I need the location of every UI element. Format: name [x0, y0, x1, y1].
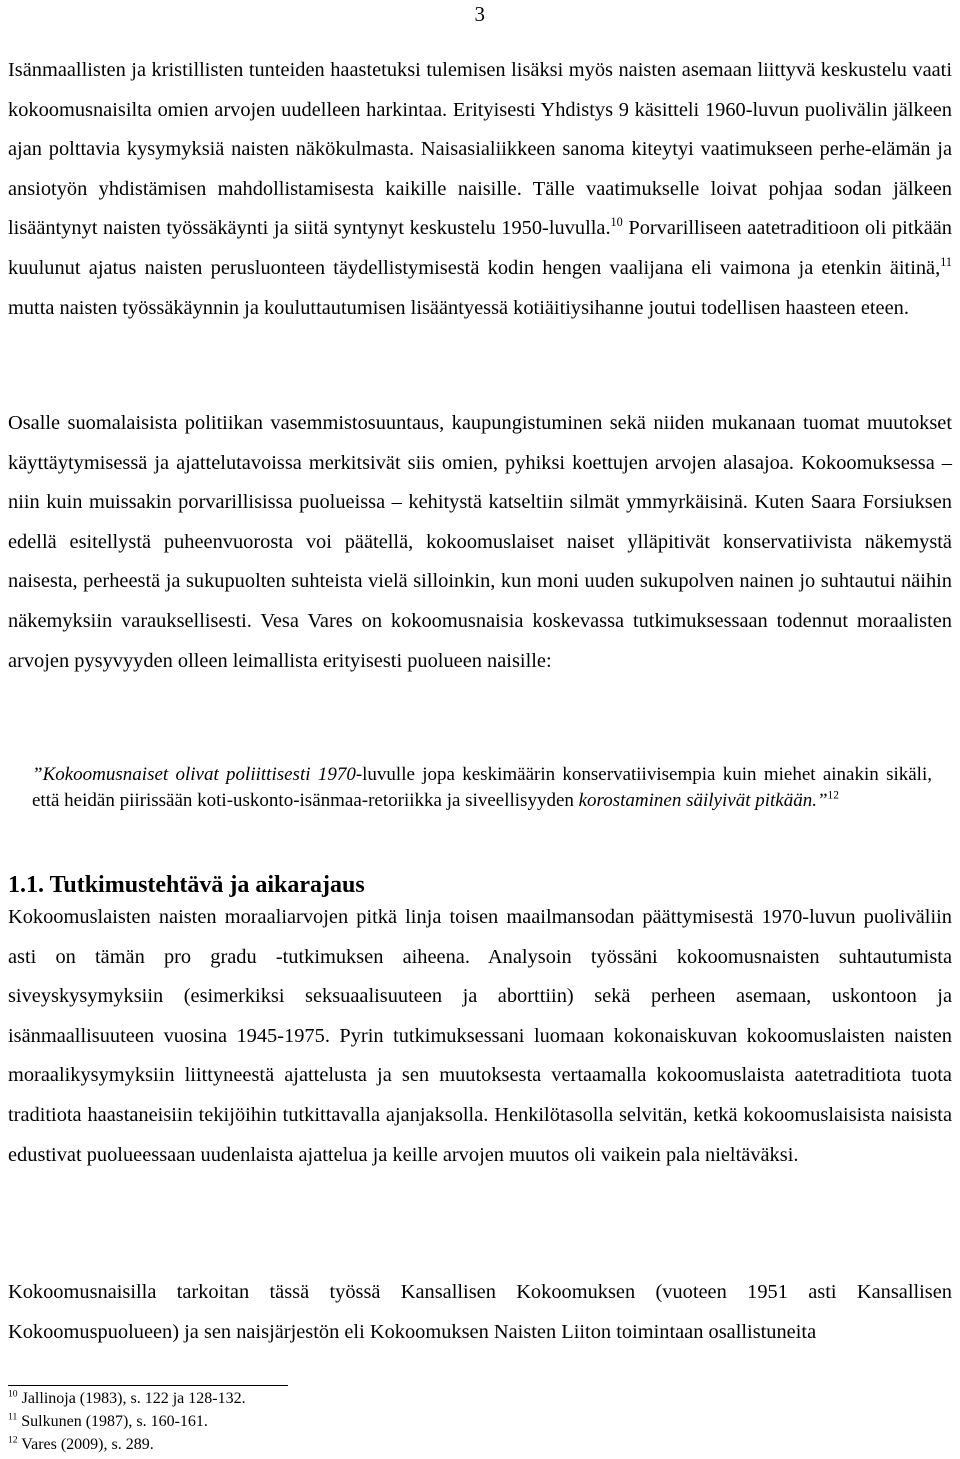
quote-body: -luvulle jopa keskimäärin konservatiivisempia kuin miehet ainakin sikäli, että heidän piirissään koti-uskonto-isänmaa-retoriikka ja siveellisyyden: [32, 764, 932, 811]
footnote-11: [8, 1410, 608, 1433]
footnote-number: 12: [8, 1434, 18, 1446]
paragraph-1: [8, 51, 952, 328]
footnote-12: [8, 1433, 608, 1456]
footnote-number: 11: [8, 1411, 18, 1423]
paragraph-1-text-c: mutta naisten työssäkäynnin ja kouluttautumisen lisääntyessä kotiäitiysihanne joutui todellisen haasteen eteen.: [8, 296, 909, 319]
footnote-ref-11: 11: [940, 255, 952, 270]
footnote-ref-12: 12: [827, 789, 839, 802]
block-quote: [32, 762, 932, 814]
paragraph-1-text-b: Porvarilliseen aatetraditioon oli pitkään kuulunut ajatus naisten perusluonteen täydellistymisestä kodin hengen vaalijana eli vaimona ja etenkin äitinä,: [8, 217, 952, 279]
paragraph-1-text-a: Isänmaallisten ja kristillisten tunteiden haastetuksi tulemisen lisäksi myös naisten asemaan liittyvä keskustelu vaati kokoomusnaisilta omien arvojen uudelleen harkintaa. Erityisesti Yhdistys 9 käsitteli 1960-luvun puolivälin jälkeen ajan polttavia kysymyksiä naisten näkökulmasta. Naisasialiikkeen sanoma kiteytyi vaatimukseen perhe-elämän ja ansiotyön yhdistämisen mahdollistamisesta kaikille naisille. Tälle vaatimukselle loivat pohjaa sodan jälkeen lisääntynyt naisten työssäkäynti ja siitä syntynyt keskustelu 1950-luvulla.: [8, 59, 952, 240]
footnote-text: Sulkunen (1987), s. 160-161.: [17, 1413, 208, 1430]
paragraph-2: Osalle suomalaisista politiikan vasemmistosuuntaus, kaupungistuminen sekä niiden mukanaan tuomat muutokset käyttäytymisessä ja ajattelutavoissa merkitsivät siis omien, pyhiksi koettujen arvojen alasajoa. Kokoomuksessa – niin kuin muissakin porvarillisissa puolueissa – kehitystä katseltiin silmät ymmyrkäisinä. Kuten Saara Forsiuksen edellä esitellystä puheenvuorosta voi päätellä, kokoomuslaiset naiset ylläpitivät konservatiivista näkemystä naisesta, perheestä ja sukupuolten suhteista vielä silloinkin, kun moni uuden sukupolven nainen jo suhtautui näihin näkemyksiin varauksellisesti. Vesa Vares on kokoomusnaisia koskevassa tutkimuksessaan todennut moraalisten arvojen pysyvyyden olleen leimallista erityisesti puolueen naisille:: [8, 412, 952, 672]
footnote-text: Jallinoja (1983), s. 122 ja 128-132.: [17, 1390, 246, 1407]
page-number: 3: [474, 2, 485, 26]
footnote-divider: [8, 1385, 288, 1386]
paragraph-4: Kokoomusnaisilla tarkoitan tässä työssä Kansallisen Kokoomuksen (vuoteen 1951 asti Kansallisen Kokoomuspuolueen) ja sen naisjärjestön eli Kokoomuksen Naisten Liiton toimintaan osallistuneita: [8, 1281, 952, 1343]
footnote-number: 10: [8, 1388, 18, 1400]
paragraph-3: Kokoomuslaisten naisten moraaliarvojen pitkä linja toisen maailmansodan päättymisestä 1970-luvun puoliväliin asti on tämän pro gradu -tutkimuksen aiheena. Analysoin työssäni kokoomusnaisten suhtautumista siveyskysymyksiin (esimerkiksi seksuaalisuuteen ja aborttiin) sekä perheen asemaan, uskontoon ja isänmaallisuuteen vuosina 1945-1975. Pyrin tutkimuksessani luomaan kokonaiskuvan kokoomuslaisten naisten moraalikysymyksiin liittyneestä ajattelusta ja sen muutoksesta vertaamalla kokoomuslaista aatetraditiota tuota traditiota haastaneisiin tekijöihin tutkittavalla ajanjaksolla. Henkilötasolla selvitän, ketkä kokoomuslaisista naisista edustivat puolueessaan uudenlaista ajattelua ja keille arvojen muutos oli vaikein pala nieltäväksi.: [8, 906, 952, 1166]
section-heading: 1.1. Tutkimustehtävä ja aikarajaus: [8, 872, 365, 898]
footnote-10: [8, 1387, 608, 1410]
footnote-text: Vares (2009), s. 289.: [17, 1436, 154, 1453]
footnotes: [8, 1387, 608, 1456]
quote-italic-start: ”Kokoomusnaiset olivat poliittisesti 1970: [32, 764, 356, 785]
quote-italic-end: korostaminen säilyivät pitkään.”: [578, 790, 828, 811]
footnote-ref-10: 10: [610, 215, 623, 230]
